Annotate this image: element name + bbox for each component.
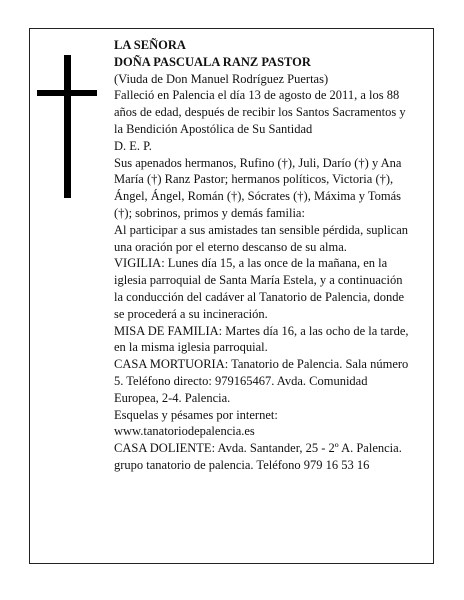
family-mass-info: MISA DE FAMILIA: Martes día 16, a las ocho de la tarde, en la misma iglesia parroquial.	[114, 323, 409, 355]
vigil-info: VIGILIA: Lunes día 15, a las once de la mañana, en la iglesia parroquial de Santa María Estela, y a continuación la conducción del cadáver al Tanatorio de Palencia, donde se procederá a su incineración.	[114, 256, 405, 321]
cross-icon	[37, 55, 97, 198]
obituary-text	[114, 37, 414, 474]
heading-title: LA SEÑORA	[114, 38, 186, 52]
internet-condolences: Esquelas y pésames por internet: www.tanatoriodepalencia.es	[114, 407, 278, 439]
family-home-address: CASA DOLIENTE: Avda. Santander, 25 - 2º A. Palencia.	[114, 441, 402, 456]
death-details: Falleció en Palencia el día 13 de agosto de 2011, a los 88 años de edad, después de recibir los Santos Sacramentos y la Bendición Apostólica de Su Santidad	[114, 88, 406, 136]
deceased-name: DOÑA PASCUALA RANZ PASTOR	[114, 54, 311, 69]
funeral-home-info: CASA MORTUORIA: Tanatorio de Palencia. Sala número 5. Teléfono directo: 979165467. Avda. Comunidad Europea, 2-4. Palencia.	[114, 357, 409, 405]
rip-line: D. E. P.	[114, 138, 152, 153]
funeral-group-contact: grupo tanatorio de palencia. Teléfono 979 16 53 16	[114, 457, 370, 472]
prayer-request: Al participar a sus amistades tan sensible pérdida, suplican una oración por el eterno descanso de su alma.	[114, 222, 409, 254]
widow-note: (Viuda de Don Manuel Rodríguez Puertas)	[114, 71, 329, 86]
cross-horizontal-bar	[37, 90, 97, 96]
cross-vertical-bar	[64, 55, 71, 198]
family-list: Sus apenados hermanos, Rufino (†), Juli, Darío (†) y Ana María (†) Ranz Pastor; hermanos políticos, Victoria (†), Ángel, Ángel, Román (†), Sócrates (†), Máxima y Tomás (†); sobrinos, primos y demás familia:	[114, 155, 402, 220]
